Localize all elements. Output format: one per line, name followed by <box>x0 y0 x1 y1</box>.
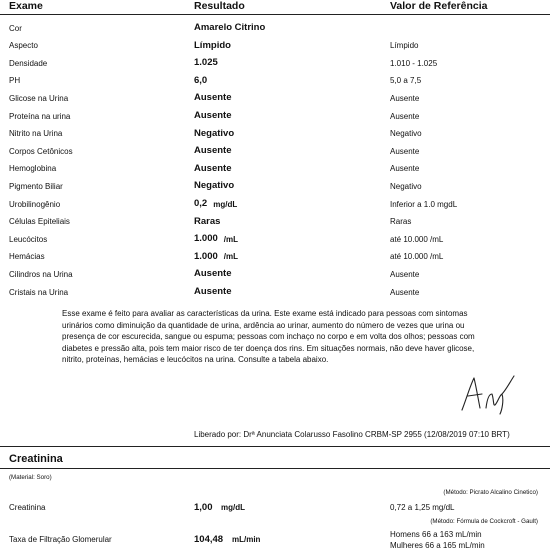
result-value: Negativo <box>194 127 235 139</box>
result-value: 104,48 <box>194 534 224 545</box>
exam-label: Aspecto <box>9 41 38 51</box>
reference-value: até 10.000 /mL <box>390 234 444 244</box>
reference-value: Ausente <box>390 269 420 279</box>
reference-value: Negativo <box>390 181 422 191</box>
exam-label: Taxa de Filtração Glomerular <box>9 535 112 544</box>
result-value: Negativo <box>194 180 235 192</box>
result-value: Ausente <box>194 268 232 280</box>
result-value: 1.000 <box>194 250 218 262</box>
exam-label: Creatinina <box>9 503 46 512</box>
result-unit: mL/min <box>232 535 261 544</box>
reference-value: Límpido <box>390 41 419 51</box>
reference-value: Ausente <box>390 164 420 174</box>
exam-explanation-note: Esse exame é feito para avaliar as características da urina. Este exame está indicado para pessoas com sintomas urinários como diminuição da quantidade de urina, ardência ao urinar, aumento do número de vezes que urina ou presença de cor escurecida, sangue ou espuma; pessoas com inchaço no corpo e em volta dos olhos; pessoas com diabetes e pressão alta, pois tem maior risco de ter doença dos rins. Em situações normais, não deve haver glicose, nitrito, proteínas, hemácias e leucócitos na urina. Consulte a tabela abaixo. <box>62 309 475 364</box>
result-unit: /mL <box>223 252 239 262</box>
reference-value: 5,0 a 7,5 <box>390 76 422 86</box>
result-value: 6,0 <box>194 74 208 86</box>
reference-value: Negativo <box>390 129 422 139</box>
result-value: Amarelo Citrino <box>194 22 266 33</box>
result-value: 0,2 <box>194 198 208 209</box>
reference-value: Raras <box>390 217 412 227</box>
result-unit: mg/dL <box>213 199 238 209</box>
result-value: 1,00 <box>194 502 213 513</box>
header-divider <box>0 14 550 15</box>
reference-value: Ausente <box>390 93 420 103</box>
exam-label: Hemácias <box>9 252 45 262</box>
reference-value: 1.010 - 1.025 <box>390 58 438 68</box>
exam-label: PH <box>9 76 21 86</box>
result-value: Ausente <box>194 145 232 157</box>
column-header-result: Resultado <box>194 0 245 12</box>
reference-value: Inferior a 1.0 mgdL <box>390 199 458 209</box>
reference-women: Mulheres 66 a 165 mL/min <box>390 541 485 550</box>
reference-value: Ausente <box>390 146 420 156</box>
exam-label: Urobilinogênio <box>9 199 61 209</box>
exam-label: Hemoglobina <box>9 164 57 174</box>
signature-image <box>456 372 518 416</box>
result-value: Ausente <box>194 92 232 104</box>
exam-label: Células Epiteliais <box>9 217 70 227</box>
result-value: 1.000 <box>194 233 218 245</box>
exam-label: Cristais na Urina <box>9 287 69 297</box>
reference-value: até 10.000 /mL <box>390 252 444 262</box>
material-label: (Material: Soro) <box>9 474 52 481</box>
exam-label: Nitrito na Urina <box>9 129 63 139</box>
result-value: Ausente <box>194 162 232 174</box>
exam-label: Pigmento Biliar <box>9 181 63 191</box>
result-value: Límpido <box>194 39 231 51</box>
method-label: (Método: Picrato Alcalino Cinetico) <box>443 489 538 496</box>
released-by-text: Liberado por: Drª Anunciata Colarusso Fasolino CRBM-SP 2955 (12/08/2019 07:10 BRT) <box>194 430 510 439</box>
result-unit: /mL <box>223 234 239 244</box>
section-title-underline <box>0 468 550 469</box>
exam-label: Leucócitos <box>9 234 48 244</box>
reference-value: Ausente <box>390 287 420 297</box>
method-label: (Método: Fórmula de Cockcroft - Gault) <box>430 518 538 525</box>
result-value: Raras <box>194 215 221 227</box>
exam-label: Proteína na urina <box>9 111 71 121</box>
result-value: Ausente <box>194 286 232 297</box>
section-title: Creatinina <box>9 453 63 465</box>
reference-men: Homens 66 a 163 mL/min <box>390 530 482 539</box>
result-unit: mg/dL <box>221 503 245 512</box>
result-value: 1.025 <box>194 57 218 69</box>
result-value: Ausente <box>194 110 232 121</box>
exam-label: Cilindros na Urina <box>9 269 73 279</box>
exam-label: Cor <box>9 23 22 33</box>
exam-label: Densidade <box>9 58 48 68</box>
section-divider <box>0 446 550 447</box>
reference-value: Ausente <box>390 111 420 121</box>
exam-label: Glicose na Urina <box>9 93 69 103</box>
column-header-reference: Valor de Referência <box>390 0 488 12</box>
exam-label: Corpos Cetônicos <box>9 146 73 156</box>
column-header-exam: Exame <box>9 0 43 12</box>
reference-value: 0,72 a 1,25 mg/dL <box>390 503 455 512</box>
